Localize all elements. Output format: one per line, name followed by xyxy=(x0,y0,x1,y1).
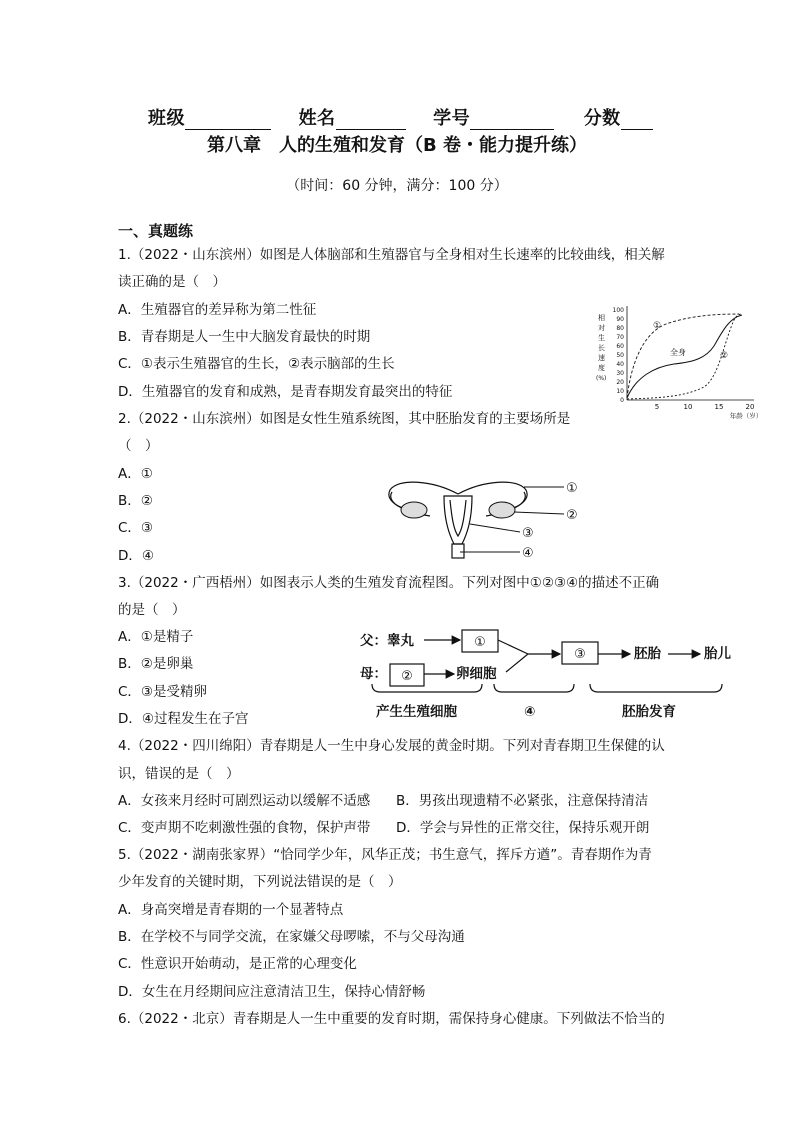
q5-stem-line1: 5.（2022・湖南张家界）“恰同学少年，风华正茂；书生意气，挥斥方遒”。青春期作为青 xyxy=(118,847,652,863)
q4-stem-line1: 4.（2022・四川绵阳）青春期是人一生中身心发展的黄金时期。下列对青春期卫生保健的认 xyxy=(118,738,665,754)
pointer-2 xyxy=(514,512,564,514)
ytick: 40 xyxy=(616,361,624,368)
q4-stem-line2: 识，错误的是（ ） xyxy=(118,766,240,782)
student-info-line xyxy=(148,104,653,130)
id-label: 学号 xyxy=(433,108,471,129)
mother-label: 母： xyxy=(360,666,387,682)
class-blank[interactable] xyxy=(185,113,271,130)
q2-option-c: C．③ xyxy=(118,520,154,536)
ytick: 30 xyxy=(616,370,624,377)
q4-option-b: B．男孩出现遗精不必紧张，注意保持清洁 xyxy=(396,793,649,809)
xtick: 10 xyxy=(683,403,693,411)
box-2-label: ② xyxy=(401,669,413,684)
score-label: 分数 xyxy=(583,108,621,129)
id-blank[interactable] xyxy=(470,113,554,130)
ylabel-char: 速 xyxy=(598,354,605,362)
box-1-label: ① xyxy=(474,635,486,650)
q1-option-c: C．①表示生殖器官的生长，②表示脑部的生长 xyxy=(118,356,395,372)
section-heading: 一、真题练 xyxy=(118,222,194,240)
ovary-right xyxy=(489,502,515,518)
merge-lines xyxy=(498,640,528,672)
q3-option-b: B．②是卵巢 xyxy=(118,656,194,672)
embryo-label: 胚胎 xyxy=(634,646,661,662)
ovary-left xyxy=(401,502,427,518)
pointer-3 xyxy=(470,524,520,532)
ytick: 20 xyxy=(616,379,624,386)
growth-curve-figure xyxy=(594,302,764,424)
father-label: 父：睾丸 xyxy=(360,633,414,649)
score-blank[interactable] xyxy=(621,113,653,130)
q3-stem-line1: 3.（2022・广西梧州）如图表示人类的生殖发育流程图。下列对图中①②③④的描述不正确 xyxy=(118,575,660,591)
ylabel-unit: (%) xyxy=(596,375,607,382)
label-1: ① xyxy=(566,481,578,496)
q5-option-a: A．身高突增是青春期的一个显著特点 xyxy=(118,902,344,918)
name-label: 姓名 xyxy=(298,108,336,129)
ylabel-char: 长 xyxy=(598,344,605,352)
name-blank[interactable] xyxy=(336,113,406,130)
q1-stem-line1: 1.（2022・山东滨州）如图是人体脑部和生殖器官与全身相对生长速率的比较曲线，相关解 xyxy=(118,247,665,263)
ylabel-char: 度 xyxy=(598,364,605,372)
q4-option-a: A．女孩来月经时可剧烈运动以缓解不适感 xyxy=(118,793,371,809)
q6-stem-line1: 6.（2022・北京）青春期是人一生中重要的发育时期，需保持身心健康。下列做法不恰当的 xyxy=(118,1011,665,1027)
box-3-label: ③ xyxy=(574,647,586,662)
xtick: 20 xyxy=(745,403,755,411)
q2-stem-line1: 2.（2022・山东滨州）如图是女性生殖系统图，其中胚胎发育的主要场所是 xyxy=(118,411,571,427)
q1-stem-line2: 读正确的是（ ） xyxy=(118,274,226,290)
stage1-label: 产生生殖细胞 xyxy=(376,704,457,720)
ylabel-char: 对 xyxy=(598,324,605,332)
uterus-cavity xyxy=(450,500,466,536)
label-4: ④ xyxy=(522,546,534,561)
page-title: 第八章 人的生殖和发育（B 卷・能力提升练） xyxy=(207,135,587,156)
time-info: （时间：60 分钟，满分：100 分） xyxy=(286,178,508,194)
bracket-1 xyxy=(372,684,482,692)
q5-option-c: C．性意识开始萌动，是正常的心理变化 xyxy=(118,956,357,972)
q2-stem-line2: （ ） xyxy=(118,438,159,454)
label-2: ② xyxy=(566,508,578,523)
ytick: 100 xyxy=(612,307,624,314)
q5-option-d: D．女生在月经期间应注意清洁卫生，保持心情舒畅 xyxy=(118,984,426,1000)
egg-label: 卵细胞 xyxy=(456,666,497,682)
curve-1-label: ① xyxy=(653,321,662,331)
curve-2-label: ② xyxy=(720,351,729,361)
q2-option-d: D．④ xyxy=(118,548,154,564)
ylabel-char: 生 xyxy=(598,334,605,342)
ytick: 90 xyxy=(616,316,624,323)
ylabel-char: 相 xyxy=(598,314,605,322)
q2-option-a: A．① xyxy=(118,466,153,482)
q5-stem-line2: 少年发育的关键时期，下列说法错误的是（ ） xyxy=(118,874,402,890)
fetus-label: 胎儿 xyxy=(704,646,731,662)
q4-option-d: D．学会与异性的正常交往，保持乐观开朗 xyxy=(396,820,650,836)
q1-option-a: A．生殖器官的差异称为第二性征 xyxy=(118,302,317,318)
reproduction-flow-figure xyxy=(358,628,748,722)
ytick: 10 xyxy=(616,388,624,395)
q3-option-d: D．④过程发生在子宫 xyxy=(118,711,249,727)
q1-option-b: B．青春期是人一生中大脑发育最快的时期 xyxy=(118,329,371,345)
vagina xyxy=(452,544,464,558)
q2-option-b: B．② xyxy=(118,493,153,509)
ytick: 60 xyxy=(616,343,624,350)
q1-option-d: D．生殖器官的发育和成熟，是青春期发育最突出的特征 xyxy=(118,384,453,400)
ytick: 80 xyxy=(616,325,624,332)
fimbria-right xyxy=(512,492,525,508)
xtick: 15 xyxy=(714,403,724,411)
ytick: 50 xyxy=(616,352,624,359)
ytick: 70 xyxy=(616,334,624,341)
fimbria-left xyxy=(391,492,404,508)
xlabel: 年龄（岁） xyxy=(729,412,763,420)
q5-option-b: B．在学校不与同学交流，在家嫌父母啰嗦，不与父母沟通 xyxy=(118,929,465,945)
ytick: 0 xyxy=(620,397,624,404)
female-reproductive-figure xyxy=(384,470,644,566)
stage3-label: 胚胎发育 xyxy=(622,704,676,720)
curve-body-label: 全身 xyxy=(670,348,686,357)
class-label: 班级 xyxy=(148,108,185,129)
bracket-2 xyxy=(494,684,574,692)
stage2-label: ④ xyxy=(524,704,536,720)
bracket-3 xyxy=(590,684,722,692)
xtick: 5 xyxy=(654,403,660,411)
q3-option-c: C．③是受精卵 xyxy=(118,684,208,700)
q3-stem-line2: 的是（ ） xyxy=(118,602,186,618)
q4-option-c: C．变声期不吃刺激性强的食物，保护声带 xyxy=(118,820,371,836)
q3-option-a: A．①是精子 xyxy=(118,629,194,645)
label-3: ③ xyxy=(522,526,534,541)
